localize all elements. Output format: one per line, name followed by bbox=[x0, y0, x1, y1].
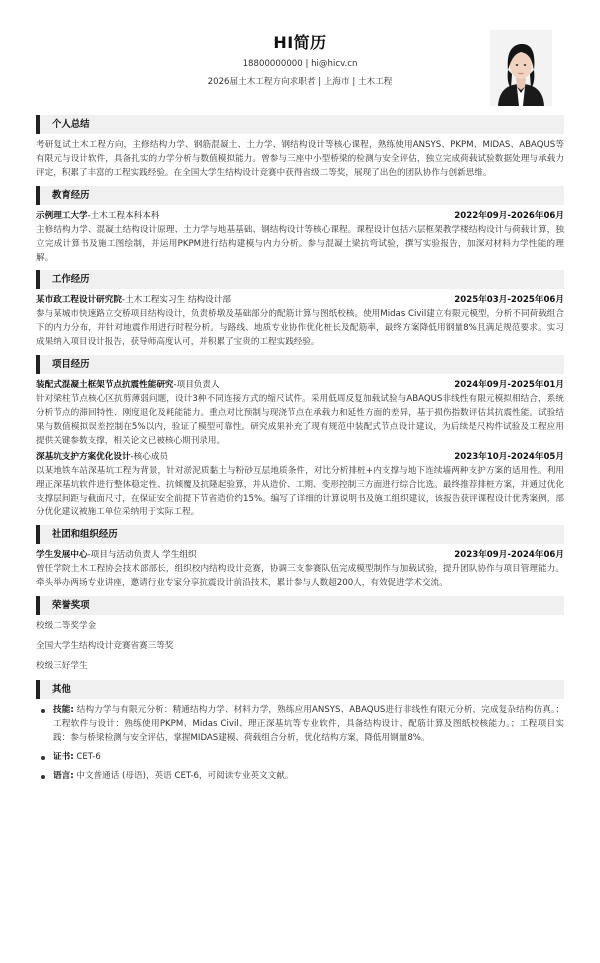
school-name: 示例理工大学 bbox=[36, 210, 88, 221]
work-date: 2025年03月-2025年06月 bbox=[454, 295, 564, 306]
club-date: 2023年09月-2024年06月 bbox=[454, 550, 564, 561]
resume-header bbox=[36, 0, 564, 110]
work-entry-header bbox=[36, 294, 564, 308]
contact-info: 18800000000 | hi@hicv.cn bbox=[242, 59, 358, 69]
project-org bbox=[36, 451, 168, 465]
education-text: 主修结构力学、混凝土结构设计原理、土力学与地基基础、钢结构设计等核心课程。课程设计包括六层框架教学楼结构设计与荷载计算，独立完成计算书及施工图绘制，并运用PKPM进行结构建模与内力分析。参与混凝土梁抗弯试验，撰写实验报告，加深对材料力学性能的理解。 bbox=[36, 224, 564, 263]
section-title-awards: 荣誉奖项 bbox=[52, 600, 90, 611]
project-text: 针对梁柱节点核心区抗剪薄弱问题，设计3种不同连接方式的缩尺试件。采用低周反复加载试验与ABAQUS非线性有限元模拟相结合，系统分析节点的滞回特性、刚度退化及耗能能力。重点对比预制与现浇节点在承载力和延性方面的差异，基于损伤指数评估其抗震性能。试验结果与数值模拟误差控制在5%以内，验证了模型可靠性。研究成果补充了现有规范中装配式节点设计建议，为后续是尺构件试验及工程应用提供关键参数支撑，相关论文已被核心期刊录用。 bbox=[36, 394, 564, 446]
languages-text: 中文普通话 (母语)，英语 CET-6，可阅读专业英文文献。 bbox=[76, 770, 294, 781]
profile-photo-graphic bbox=[490, 30, 552, 106]
skills-text: 结构力学与有限元分析：精通结构力学、材料力学，熟练应用ANSYS、ABAQUS进行非线性有限元分析，完成复杂结构仿真。；工程软件与设计：熟练使用PKPM、Midas Civil、理正深基坑等专业软件，具备结构设计、配筋计算及图纸校核能力。；工程项目实践：参与桥梁检测与安全评估，掌握MIDAS建模、荷载组合分析，优化结构方案，降低用钢量8%。 bbox=[53, 704, 565, 743]
project-name: 装配式混凝土框架节点抗震性能研究 bbox=[36, 380, 174, 391]
section-header-other bbox=[36, 680, 564, 699]
project-role: -项目负责人 bbox=[173, 380, 220, 391]
section-header-work bbox=[36, 270, 564, 289]
project-entry-header bbox=[36, 379, 564, 393]
profile-photo bbox=[490, 30, 552, 106]
section-header-summary bbox=[36, 115, 564, 134]
education-date: 2022年09月-2026年06月 bbox=[454, 210, 564, 221]
section-title-education: 教育经历 bbox=[52, 189, 90, 201]
summary-text: 考研复试土木工程方向，主修结构力学、钢筋混凝土、土力学、钢结构设计等核心课程，熟练使用ANSYS、PKPM、MIDAS、ABAQUS等有限元与设计软件，具备扎实的力学分析与数值模拟能力。曾参与三座中小型桥梁的检测与安全评估，独立完成荷载试验数据处理与承载力评定，积累了丰富的工程实践经验。在全国大学生结构设计竞赛中获得省级二等奖，展现了出色的团队协作与创新思维。 bbox=[36, 140, 564, 178]
work-text: 参与某城市快速路立交桥项目结构设计，负责桥墩及基础部分的配筋计算与图纸校核。使用Midas Civil建立有限元模型，分析不同荷载组合下的内力分布，并针对地震作用进行时程分析。与路线、地质专业协作优化桩长及配筋率，最终方案降低用钢量8%且满足规范要求。实习成果纳入项目设计报告，获导师高度认可，并积累了宝贵的工程实践经验。 bbox=[36, 309, 564, 348]
club-text: 曾任学院土木工程协会技术部部长，组织校内结构设计竞赛，协调三支参赛队伍完成模型制作与加载试验，提升团队协作与项目管理能力。牵头举办两场专业讲座，邀请行业专家分享抗震设计前沿技术，累计参与人数超200人，有效促进学术交流。 bbox=[36, 564, 564, 589]
section-work bbox=[36, 270, 564, 350]
skills-label: 技能: bbox=[53, 704, 74, 715]
major-name: -土木工程本科本科 bbox=[87, 210, 160, 221]
work-role: -土木工程实习生 结构设计部 bbox=[121, 295, 231, 306]
certificates-label: 证书: bbox=[53, 751, 74, 762]
job-intent: 2026届土木工程方向求职者 | 上海市 | 土木工程 bbox=[207, 77, 393, 87]
section-title-work: 工作经历 bbox=[52, 274, 90, 286]
section-header-projects bbox=[36, 355, 564, 374]
project-item bbox=[36, 451, 564, 521]
other-item-languages bbox=[36, 770, 564, 784]
section-title-projects: 项目经历 bbox=[52, 359, 90, 371]
other-item-skills bbox=[36, 704, 564, 746]
section-other bbox=[36, 680, 564, 784]
award-item: 校级二等奖学金 bbox=[36, 621, 97, 632]
project-role: -核心成员 bbox=[130, 451, 169, 462]
candidate-name: HI简历 bbox=[273, 33, 327, 52]
award-item: 全国大学生结构设计竞赛省赛三等奖 bbox=[36, 641, 174, 652]
section-header-education bbox=[36, 186, 564, 205]
languages-label: 语言: bbox=[53, 770, 74, 781]
section-projects bbox=[36, 355, 564, 520]
certificates-text: CET-6 bbox=[76, 751, 101, 762]
section-clubs bbox=[36, 525, 564, 591]
section-summary bbox=[36, 115, 564, 181]
other-item-certificates bbox=[36, 751, 564, 765]
section-title-summary: 个人总结 bbox=[52, 118, 90, 130]
company-name: 某市政工程设计研究院 bbox=[36, 295, 122, 306]
education-entry-header bbox=[36, 210, 564, 224]
project-text: 以某地铁车站深基坑工程为背景，针对淤泥质黏土与粉砂互层地质条件，对比分析排桩+内支撑与地下连续墙两种支护方案的适用性。利用理正深基坑软件进行整体稳定性、抗倾覆及抗隆起验算，并从造价、工期、变形控制三方面进行综合比选。最终推荐排桩方案，并通过优化支撑层间距与截面尺寸，在保证安全前提下节省造价约15%。编写了详细的计算说明书及施工组织建议，该报告获评课程设计优秀案例，部分优化建议被施工单位采纳用于实际工程。 bbox=[36, 465, 564, 518]
other-list bbox=[36, 704, 564, 784]
club-org bbox=[36, 549, 197, 563]
project-name: 深基坑支护方案优化设计 bbox=[36, 451, 131, 462]
work-org bbox=[36, 294, 231, 308]
project-entry-header bbox=[36, 451, 564, 465]
section-title-clubs: 社团和组织经历 bbox=[52, 529, 118, 541]
section-awards bbox=[36, 596, 564, 674]
section-header-awards bbox=[36, 596, 564, 615]
section-education bbox=[36, 186, 564, 266]
section-header-clubs bbox=[36, 525, 564, 544]
section-title-other: 其他 bbox=[52, 683, 71, 695]
project-date: 2024年09月-2025年01月 bbox=[454, 380, 564, 391]
award-item: 校级三好学生 bbox=[36, 660, 88, 671]
project-date: 2023年10月-2024年05月 bbox=[454, 451, 564, 462]
club-entry-header bbox=[36, 549, 564, 563]
club-role: -项目与活动负责人 学生组织 bbox=[87, 550, 197, 561]
education-org bbox=[36, 210, 159, 224]
project-org bbox=[36, 379, 220, 393]
org-name: 学生发展中心 bbox=[36, 550, 88, 561]
project-item bbox=[36, 379, 564, 449]
